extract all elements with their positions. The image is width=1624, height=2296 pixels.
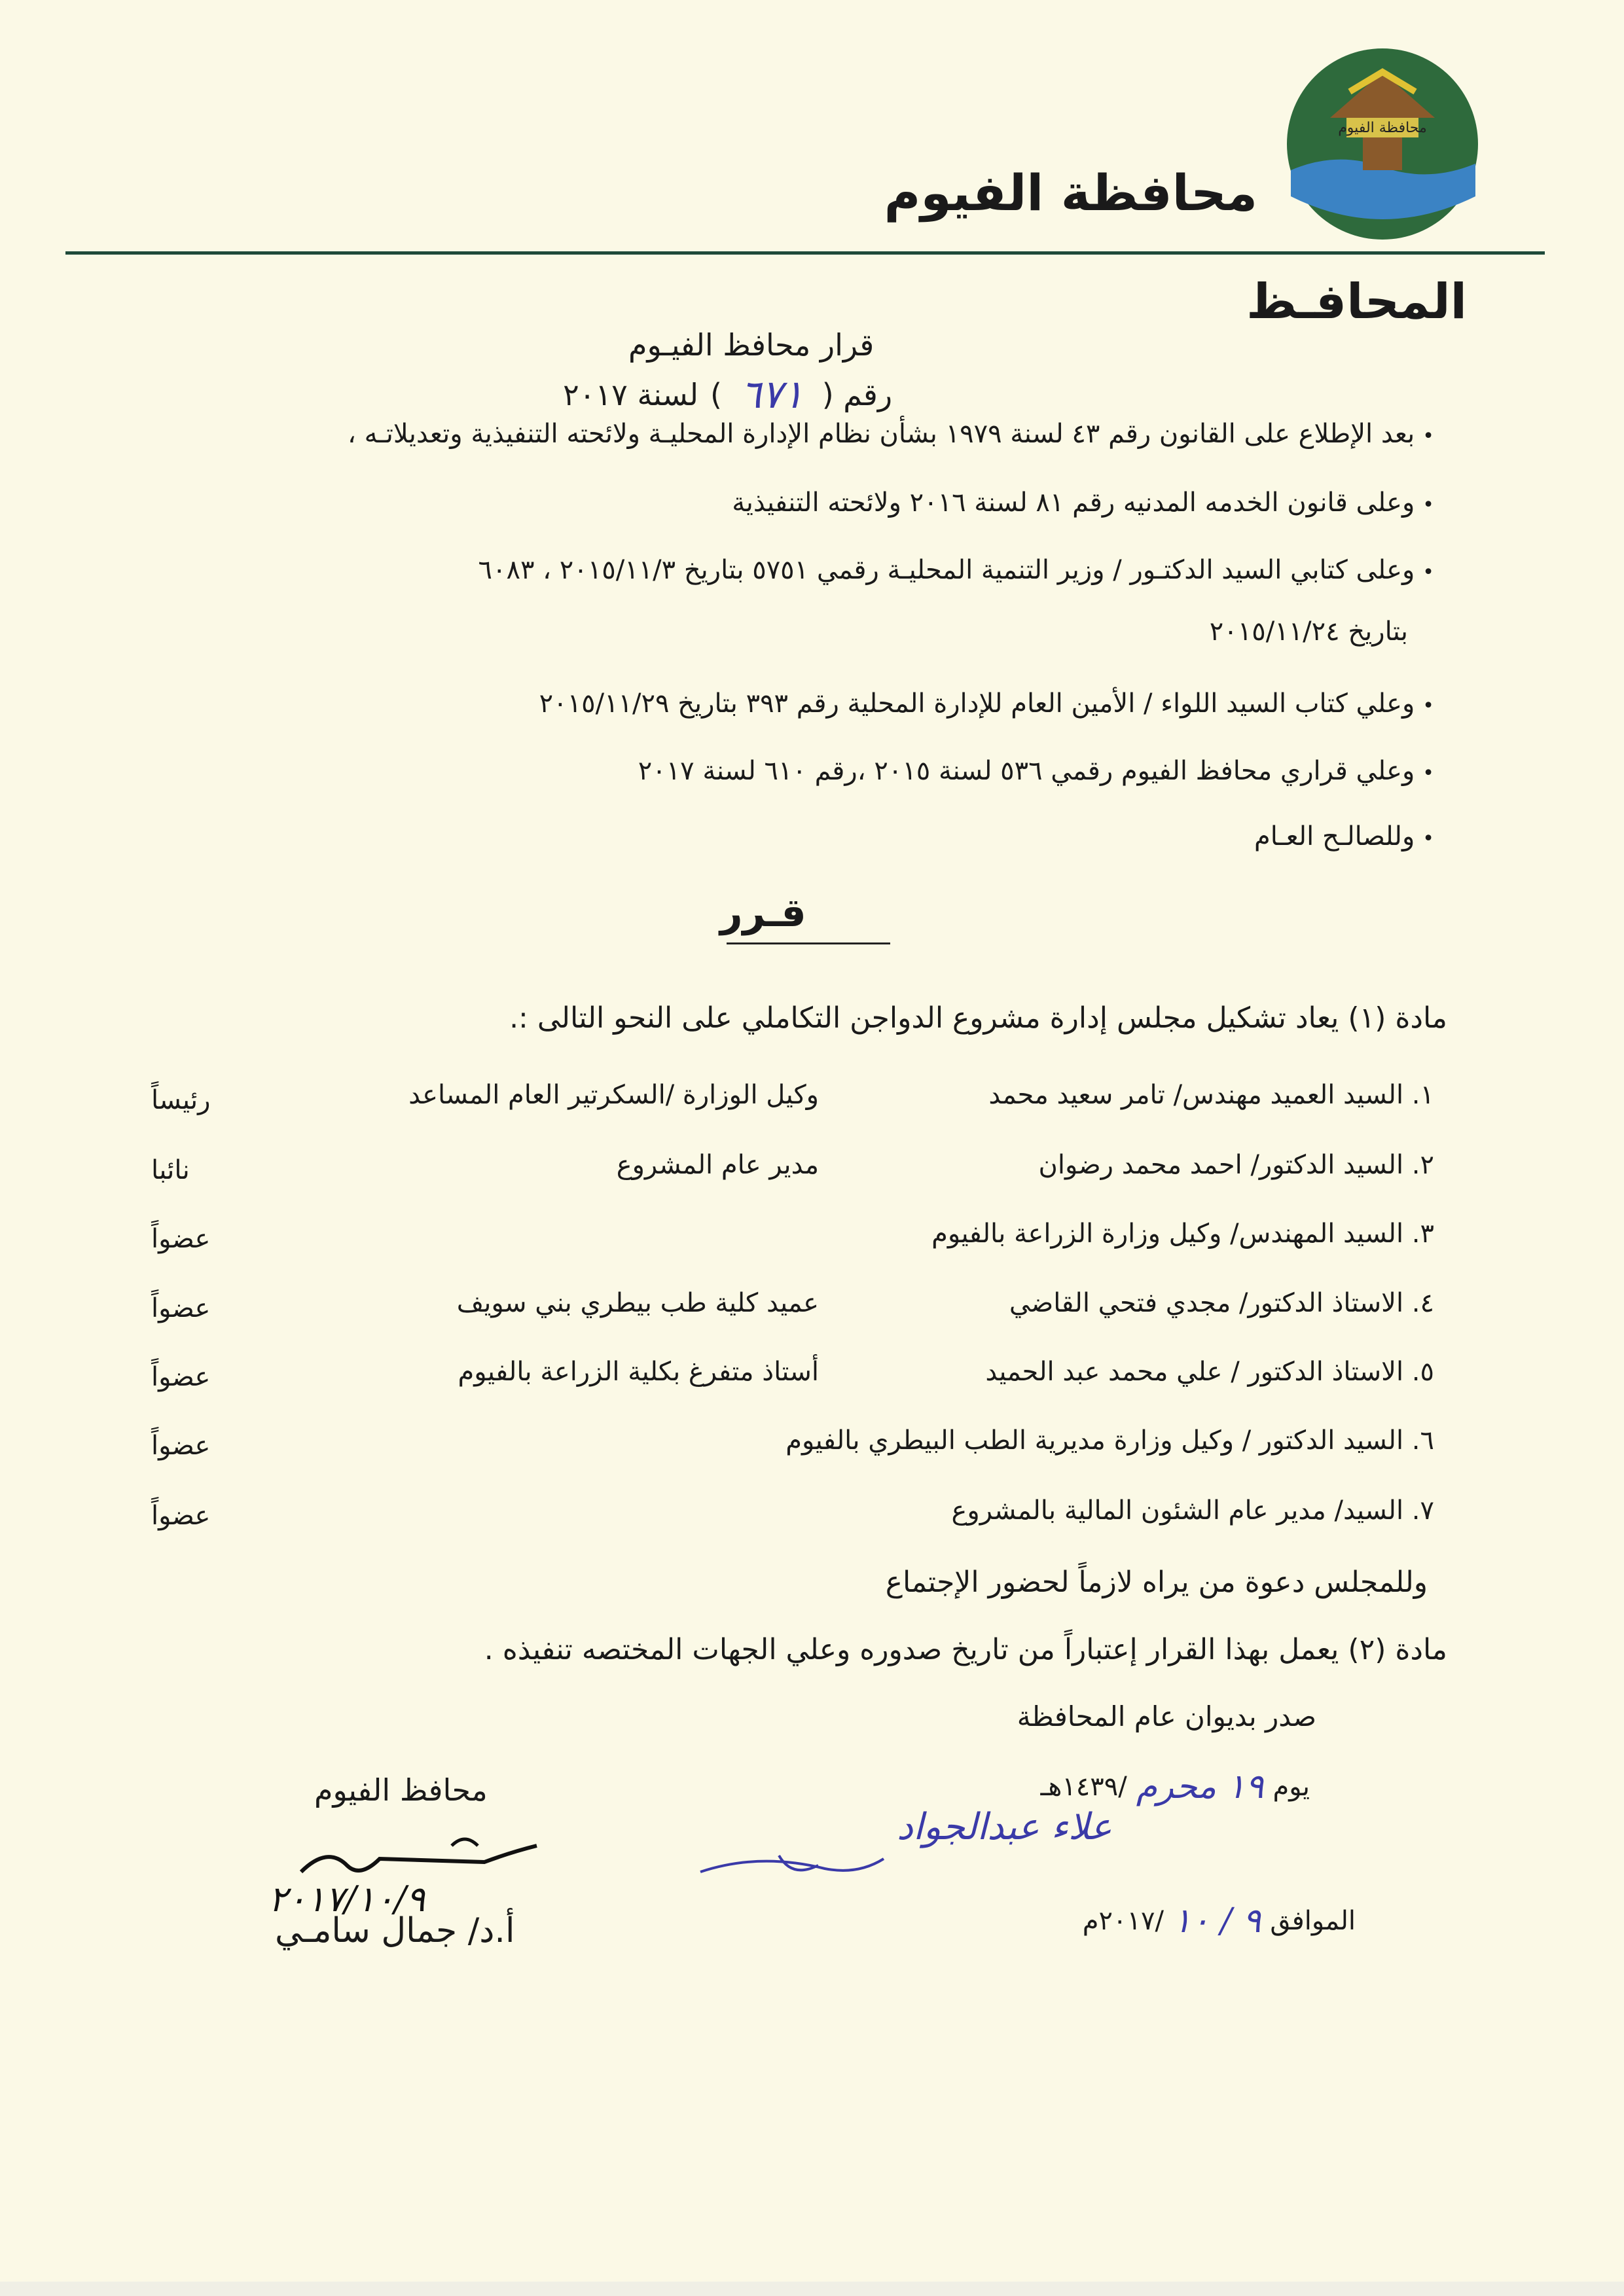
preamble-item: • بعد الإطلاع على القانون رقم ٤٣ لسنة ١٩٧٩ بشأن نظام الإدارة المحليـة ولائحته التنفيذية وتعديلاتـه ، bbox=[348, 419, 1434, 449]
gregorian-date bbox=[1083, 1901, 1356, 1941]
gregorian-date-year: /٢٠١٧م bbox=[1082, 1906, 1164, 1936]
member-name: ٢. السيد الدكتور/ احمد محمد رضوان bbox=[1038, 1150, 1434, 1180]
member-post: مدير عام المشروع bbox=[616, 1150, 819, 1180]
member-row bbox=[151, 1150, 1434, 1189]
member-role: عضواً bbox=[151, 1362, 211, 1392]
member-role: عضواً bbox=[151, 1224, 211, 1254]
hijri-date-year: /١٤٣٩هـ bbox=[1040, 1772, 1127, 1802]
organization-name: محافظة الفيوم bbox=[884, 164, 1257, 222]
member-name: ٤. الاستاذ الدكتور/ مجدي فتحي القاضي bbox=[1009, 1288, 1434, 1318]
member-role: عضواً bbox=[151, 1431, 211, 1461]
member-row bbox=[151, 1080, 1434, 1119]
member-role: عضواً bbox=[151, 1293, 211, 1323]
preamble-item: • وعلي قراري محافظ الفيوم رقمي ٥٣٦ لسنة ٢٠١٥ ،رقم ٦١٠ لسنة ٢٠١٧ bbox=[638, 756, 1434, 786]
governor-handwritten-date: ٢٠١٧/١٠/٩ bbox=[268, 1878, 425, 1920]
member-name: ٣. السيد المهندس/ وكيل وزارة الزراعة بالفيوم bbox=[931, 1219, 1434, 1249]
decree-number-label: رقم ( bbox=[821, 377, 893, 412]
article-2: مادة (٢) يعمل بهذا القرار إعتباراً من تاريخ صدوره وعلي الجهات المختصه تنفيذه . bbox=[484, 1633, 1447, 1666]
decree-year: لسنة ٢٠١٧ bbox=[563, 377, 699, 412]
hijri-date-label: يوم bbox=[1272, 1772, 1310, 1802]
preamble-item: • وعلى قانون الخدمه المدنيه رقم ٨١ لسنة ٢٠١٦ ولائحته التنفيذية bbox=[732, 488, 1434, 518]
hijri-date-handwritten: ١٩ محرم bbox=[1136, 1767, 1264, 1806]
article-1: مادة (١) يعاد تشكيل مجلس إدارة مشروع الدواجن التكاملي على النحو التالى :. bbox=[509, 1001, 1447, 1035]
decision-heading: قـرر bbox=[720, 890, 806, 936]
decree-number-line bbox=[563, 372, 892, 418]
gregorian-date-handwritten: ٩ / ١٠ bbox=[1172, 1901, 1261, 1941]
member-row bbox=[151, 1357, 1434, 1396]
preamble-item: • وعلي كتاب السيد اللواء / الأمين العام للإدارة المحلية رقم ٣٩٣ بتاريخ ٢٠١٥/١١/٢٩ bbox=[539, 689, 1434, 719]
member-post: وكيل الوزارة /السكرتير العام المساعد bbox=[408, 1080, 819, 1110]
decree-number-handwritten: ٦٧١ bbox=[740, 372, 804, 418]
governor-name: أ.د/ جمال سامـي bbox=[275, 1911, 515, 1950]
decision-heading-underline bbox=[727, 942, 890, 944]
member-row bbox=[151, 1219, 1434, 1258]
member-role: عضواً bbox=[151, 1501, 211, 1531]
member-row bbox=[151, 1426, 1434, 1465]
decree-title: قرار محافظ الفيـوم bbox=[628, 327, 875, 363]
hijri-date bbox=[1041, 1767, 1310, 1806]
member-name: ٧. السيد/ مدير عام الشئون المالية بالمشروع bbox=[951, 1496, 1434, 1526]
scan-edge bbox=[0, 2282, 1624, 2296]
governorate-seal-logo bbox=[1284, 46, 1481, 242]
member-role: نائبا bbox=[151, 1155, 190, 1185]
decree-number-close: ) bbox=[710, 377, 722, 412]
member-post: عميد كلية طب بيطري بني سويف bbox=[456, 1288, 819, 1318]
member-name: ٦. السيد الدكتور / وكيل وزارة مديرية الطب البيطري بالفيوم bbox=[785, 1426, 1434, 1456]
issued-statement: صدر بديوان عام المحافظة bbox=[1017, 1700, 1316, 1732]
member-row bbox=[151, 1496, 1434, 1535]
assistant-signature-text: علاء عبدالجواد bbox=[897, 1806, 1112, 1848]
office-title: المحافـظ bbox=[1246, 274, 1467, 330]
member-role: رئيساً bbox=[151, 1085, 211, 1115]
gregorian-date-label: الموافق bbox=[1270, 1906, 1356, 1936]
preamble-item-continuation: بتاريخ ٢٠١٥/١١/٢٤ bbox=[1209, 617, 1408, 647]
governor-title: محافظ الفيوم bbox=[314, 1772, 488, 1808]
council-note: وللمجلس دعوة من يراه لازماً لحضور الإجتماع bbox=[885, 1566, 1428, 1599]
member-name: ١. السيد العميد مهندس/ تامر سعيد محمد bbox=[988, 1080, 1434, 1110]
member-name: ٥. الاستاذ الدكتور / علي محمد عبد الحميد bbox=[985, 1357, 1434, 1387]
logo-lettering: محافظة الفيوم bbox=[1338, 120, 1427, 136]
member-post: أستاذ متفرغ بكلية الزراعة بالفيوم bbox=[458, 1357, 819, 1387]
preamble-item: • وللصالـح العـام bbox=[1254, 821, 1434, 852]
header-divider bbox=[65, 251, 1545, 255]
preamble-item: • وعلى كتابي السيد الدكتـور / وزير التنمية المحليـة رقمي ٥٧٥١ بتاريخ ٢٠١٥/١١/٣ ، ٦٠٨٣ bbox=[478, 555, 1434, 585]
assistant-signature bbox=[661, 1787, 1112, 1898]
member-row bbox=[151, 1288, 1434, 1327]
